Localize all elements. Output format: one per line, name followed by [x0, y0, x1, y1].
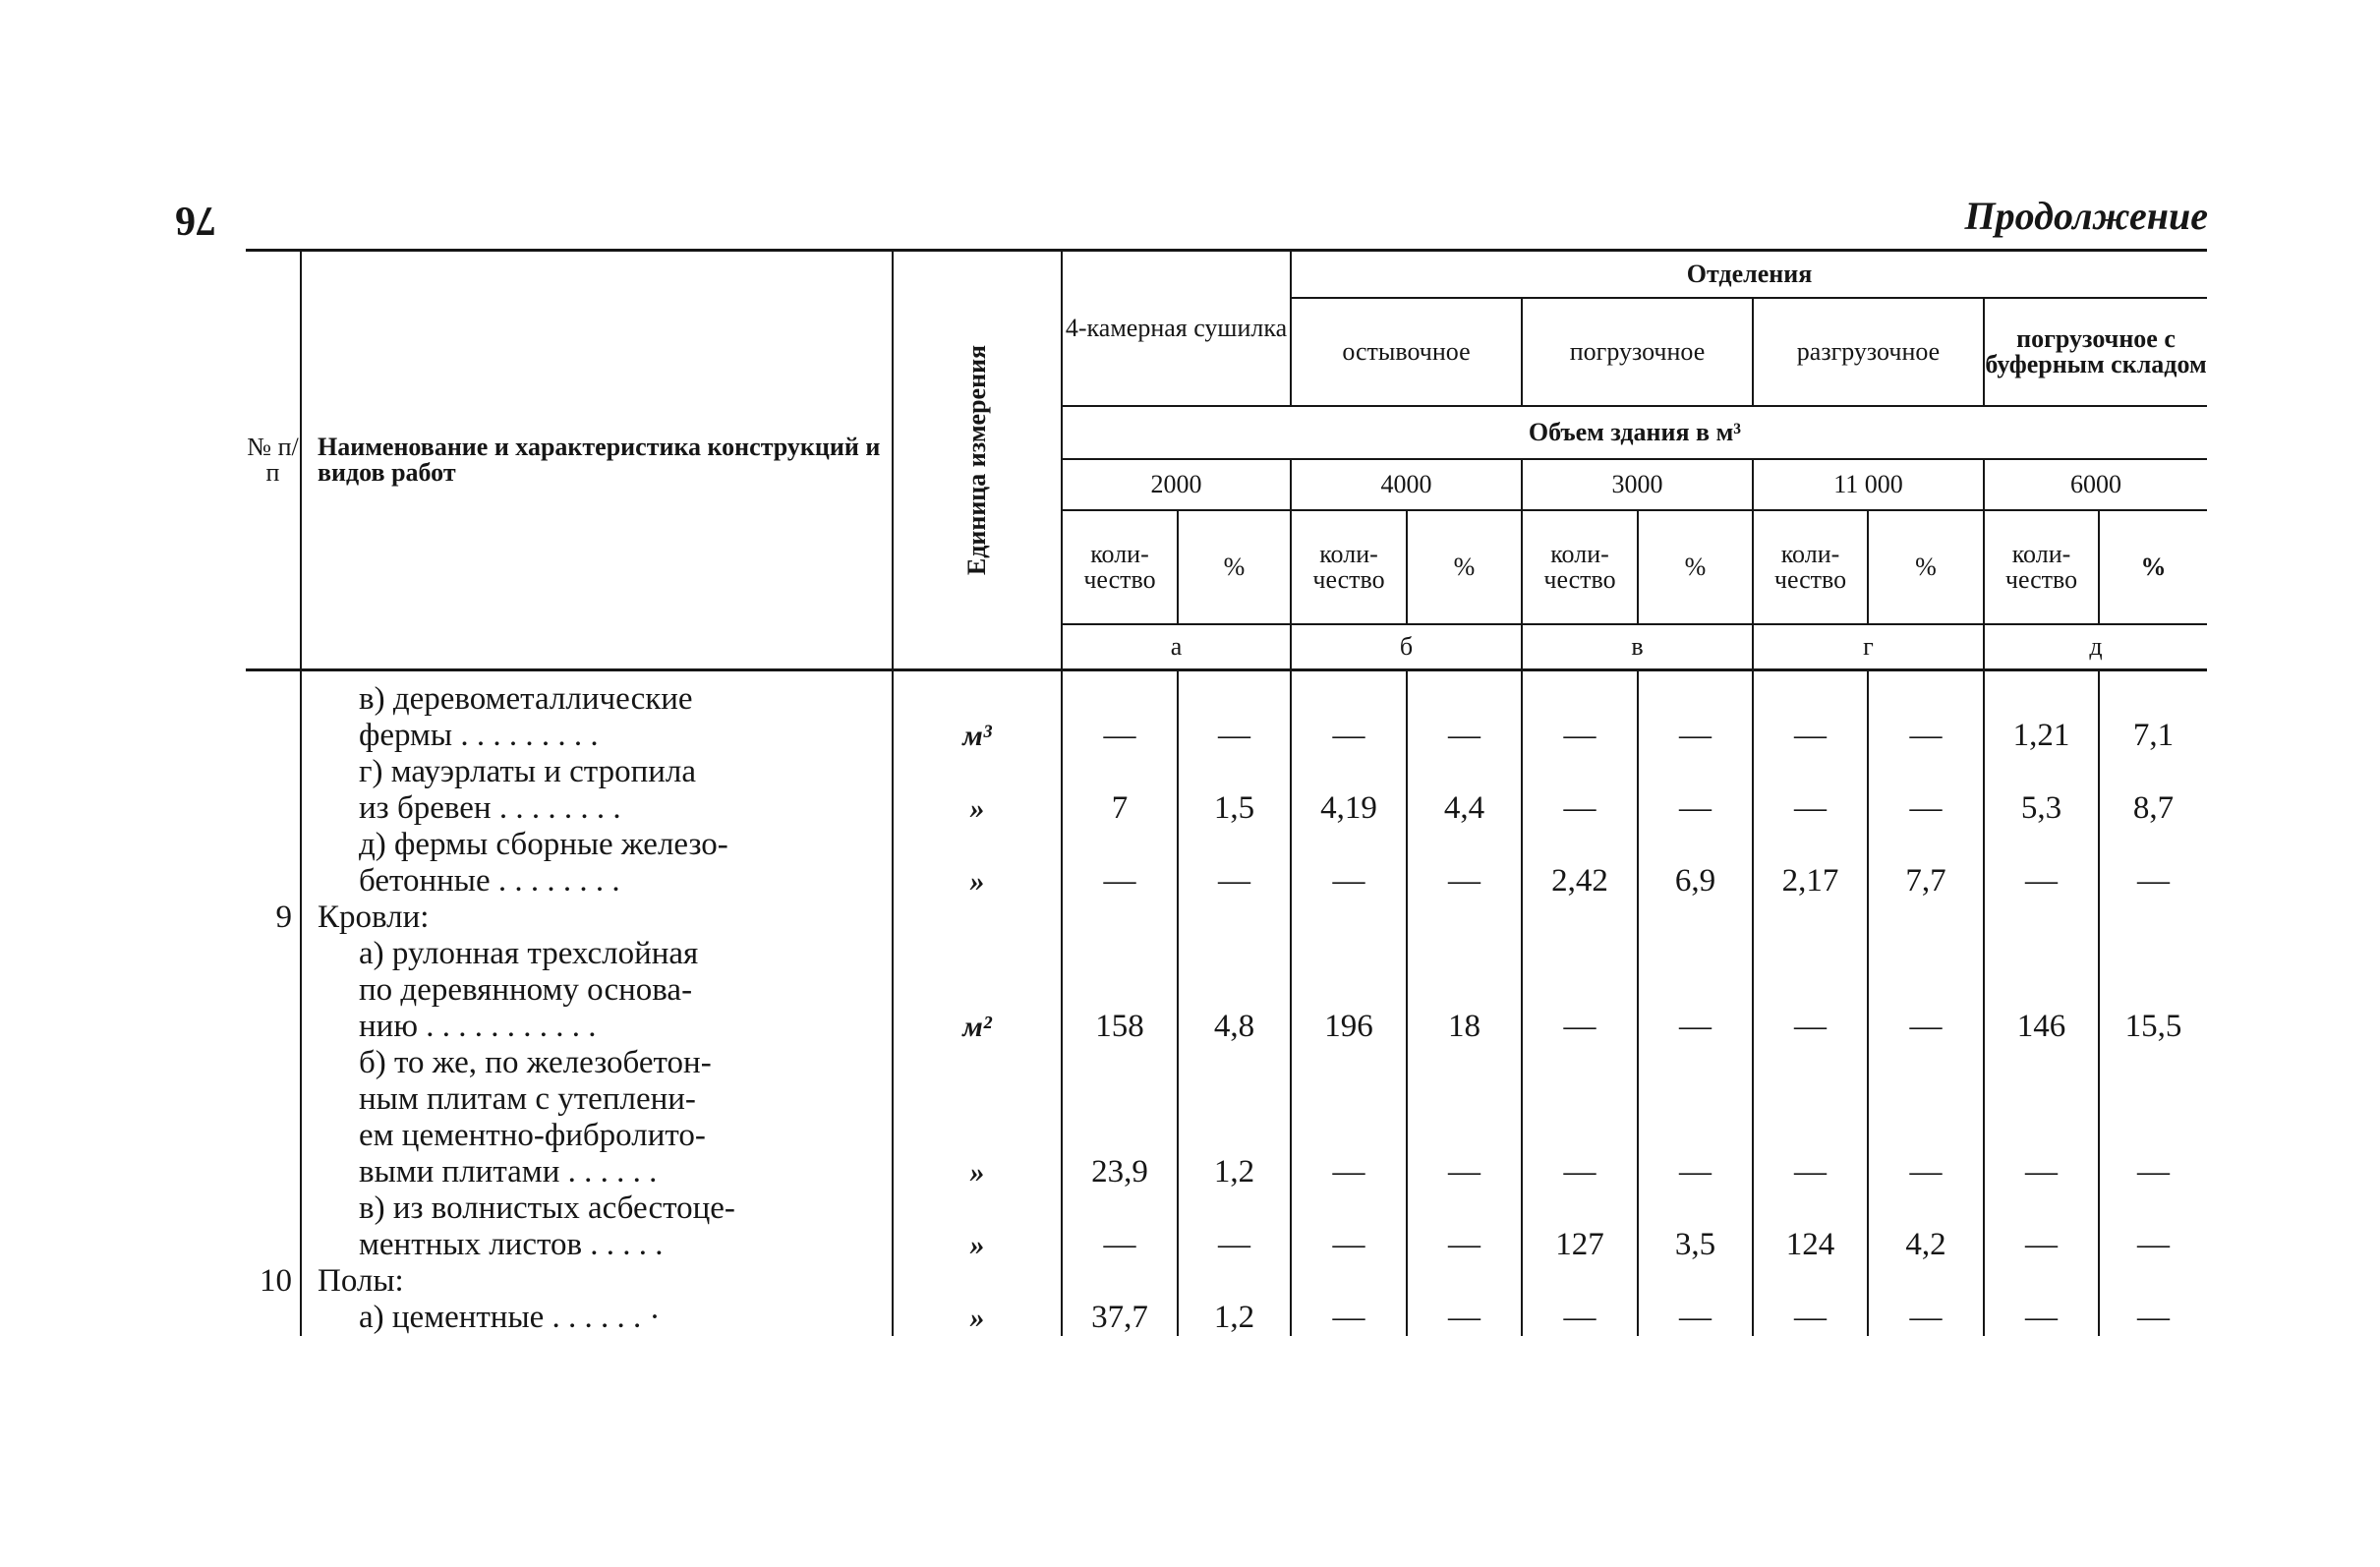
row-name-line: ментных листов . . . . .: [359, 1226, 664, 1262]
cell-percent: 15,5: [2099, 936, 2207, 1045]
row-name: [301, 1263, 893, 1300]
row-name-text: [302, 1190, 892, 1263]
cell-quantity: 4,19: [1291, 754, 1407, 827]
cell-quantity: —: [1291, 681, 1407, 754]
row-name-text: [302, 1263, 892, 1300]
header-pct: %: [1178, 510, 1291, 624]
cell-percent: 8,7: [2099, 754, 2207, 827]
cell-quantity: 2,42: [1522, 827, 1638, 900]
row-number: 10: [260, 1262, 292, 1299]
header-letter-a: а: [1062, 624, 1291, 670]
row-number: [246, 1190, 301, 1263]
row-name-line: по деревянному основа-: [359, 971, 693, 1008]
row-name-text: [302, 827, 892, 900]
cell-percent: —: [1178, 681, 1291, 754]
cell-quantity: 196: [1291, 936, 1407, 1045]
cell-percent: —: [1868, 754, 1984, 827]
header-departments: Отделения: [1291, 251, 2207, 298]
cell-quantity: [1753, 1263, 1868, 1300]
cell-quantity: —: [1522, 681, 1638, 754]
row-number: [246, 681, 301, 754]
cell-percent: —: [1407, 1045, 1522, 1190]
row-name-line: Кровли:: [318, 899, 430, 935]
cell-quantity: —: [1984, 827, 2099, 900]
cell-quantity: —: [1291, 1300, 1407, 1336]
cell-percent: —: [1868, 936, 1984, 1045]
cell-quantity: —: [1522, 936, 1638, 1045]
cell-percent: —: [1638, 1300, 1753, 1336]
row-name-line: из бревен . . . . . . . .: [359, 789, 621, 826]
cell-quantity: —: [1984, 1190, 2099, 1263]
cell-quantity: 7: [1062, 754, 1178, 827]
cell-quantity: —: [1984, 1300, 2099, 1336]
cell-quantity: [1984, 1263, 2099, 1300]
cell-quantity: 124: [1753, 1190, 1868, 1263]
header-volume-a: 2000: [1062, 459, 1291, 510]
cell-percent: 6,9: [1638, 827, 1753, 900]
cell-quantity: —: [1291, 827, 1407, 900]
header-qty: коли-чество: [1062, 510, 1178, 624]
row-name: [301, 681, 893, 754]
table-row: [246, 827, 2207, 900]
header-qty: коли-чество: [1753, 510, 1868, 624]
cell-percent: —: [1407, 1190, 1522, 1263]
cell-percent: [1407, 900, 1522, 936]
cell-quantity: —: [1753, 936, 1868, 1045]
cell-percent: 1,5: [1178, 754, 1291, 827]
header-qty: коли-чество: [1291, 510, 1407, 624]
cell-quantity: —: [1062, 827, 1178, 900]
row-unit: »: [893, 1045, 1062, 1190]
cell-quantity: 146: [1984, 936, 2099, 1045]
row-name-line: в) деревометаллические: [359, 680, 693, 717]
cell-quantity: —: [1753, 1300, 1868, 1336]
table-row: [246, 1045, 2207, 1190]
cell-percent: —: [2099, 1045, 2207, 1190]
header-qty: коли-чество: [1522, 510, 1638, 624]
cell-quantity: —: [1291, 1190, 1407, 1263]
row-name-line: Полы:: [318, 1262, 404, 1299]
header-letter-c: в: [1522, 624, 1753, 670]
cell-percent: —: [1868, 681, 1984, 754]
row-unit: [893, 900, 1062, 936]
header-pct: %: [1638, 510, 1753, 624]
cell-percent: —: [1638, 754, 1753, 827]
row-number: [246, 1045, 301, 1190]
header-letter-b: б: [1291, 624, 1522, 670]
cell-quantity: 1,21: [1984, 681, 2099, 754]
cell-quantity: —: [1062, 681, 1178, 754]
table-header: [246, 251, 2207, 670]
header-letter-e: д: [1984, 624, 2207, 670]
row-unit: »: [893, 827, 1062, 900]
cell-quantity: 5,3: [1984, 754, 2099, 827]
header-volume: Объем здания в м³: [1062, 406, 2207, 459]
header-dept-unloading: разгрузочное: [1753, 298, 1984, 406]
cell-percent: [2099, 900, 2207, 936]
row-number: [246, 1300, 301, 1336]
table-row: [246, 936, 2207, 1045]
row-name: [301, 1300, 893, 1336]
cell-percent: —: [1178, 1190, 1291, 1263]
row-name-line: бетонные . . . . . . . .: [359, 862, 620, 899]
table-row: [246, 900, 2207, 936]
row-name-line: ным плитам с утеплени-: [359, 1080, 696, 1117]
row-name-text: [302, 681, 892, 754]
row-name-line: б) то же, по железобетон-: [359, 1044, 712, 1080]
header-dryer: 4-камерная сушилка: [1062, 251, 1291, 406]
cell-quantity: —: [1753, 681, 1868, 754]
header-volume-c: 3000: [1522, 459, 1753, 510]
row-unit: м²: [893, 936, 1062, 1045]
row-name: [301, 1045, 893, 1190]
cell-percent: [1638, 1263, 1753, 1300]
row-name-line: в) из волнистых асбестоце-: [359, 1190, 735, 1226]
header-pct: %: [1407, 510, 1522, 624]
row-unit: »: [893, 1300, 1062, 1336]
cell-quantity: —: [1522, 1300, 1638, 1336]
cell-quantity: 2,17: [1753, 827, 1868, 900]
header-unit-label: Единица измерения: [962, 344, 991, 575]
cell-percent: 7,7: [1868, 827, 1984, 900]
cell-percent: 4,4: [1407, 754, 1522, 827]
row-unit: [893, 1263, 1062, 1300]
row-name-text: [302, 900, 892, 936]
row-name: [301, 1190, 893, 1263]
table-body: [246, 669, 2207, 1336]
cell-quantity: [1522, 900, 1638, 936]
header-qty: коли-чество: [1984, 510, 2099, 624]
cell-percent: [1178, 900, 1291, 936]
cell-quantity: 127: [1522, 1190, 1638, 1263]
cell-percent: —: [2099, 1190, 2207, 1263]
header-dept-buffer: погрузочное с буферным складом: [1984, 298, 2207, 406]
cell-quantity: —: [1522, 1045, 1638, 1190]
row-name-line: выми плитами . . . . . .: [359, 1153, 658, 1190]
table-row: [246, 1263, 2207, 1300]
row-name: [301, 827, 893, 900]
cell-percent: —: [1407, 1300, 1522, 1336]
page-number: 76: [175, 198, 216, 243]
cell-quantity: —: [1062, 1190, 1178, 1263]
cell-percent: 18: [1407, 936, 1522, 1045]
cell-percent: 4,8: [1178, 936, 1291, 1045]
cell-percent: [1638, 900, 1753, 936]
row-unit: »: [893, 1190, 1062, 1263]
cell-percent: [1407, 1263, 1522, 1300]
cell-percent: 1,2: [1178, 1045, 1291, 1190]
header-volume-d: 11 000: [1753, 459, 1984, 510]
header-pct: %: [2099, 510, 2207, 624]
cell-quantity: —: [1753, 1045, 1868, 1190]
cell-quantity: 158: [1062, 936, 1178, 1045]
row-name-line: д) фермы сборные железо-: [359, 826, 728, 862]
header-num: № п/п: [247, 432, 299, 487]
row-name: [301, 900, 893, 936]
cell-quantity: —: [1984, 1045, 2099, 1190]
row-unit: м³: [893, 681, 1062, 754]
row-name-line: а) рулонная трехслойная: [359, 935, 699, 971]
cell-percent: —: [2099, 1300, 2207, 1336]
table-row: [246, 1300, 2207, 1336]
cell-quantity: [1291, 900, 1407, 936]
table-row: [246, 681, 2207, 754]
cell-quantity: —: [1753, 754, 1868, 827]
cell-percent: —: [1178, 827, 1291, 900]
cell-quantity: [1984, 900, 2099, 936]
cell-percent: —: [1868, 1300, 1984, 1336]
row-number: [246, 754, 301, 827]
header-name: Наименование и характеристика конструкций и видов работ: [301, 251, 893, 670]
row-number: 9: [275, 899, 292, 935]
continued-label: Продолжение: [1964, 194, 2208, 238]
row-name: [301, 936, 893, 1045]
row-name-line: а) цементные . . . . . . ·: [359, 1299, 661, 1335]
cell-percent: —: [1407, 827, 1522, 900]
table-row: [246, 1190, 2207, 1263]
cell-quantity: [1291, 1263, 1407, 1300]
row-name-line: ем цементно-фибролито-: [359, 1117, 706, 1153]
cell-quantity: [1062, 900, 1178, 936]
row-name-line: г) мауэрлаты и стропила: [359, 753, 697, 789]
cell-percent: —: [1638, 936, 1753, 1045]
header-unit: [893, 251, 1062, 670]
cell-percent: —: [1407, 681, 1522, 754]
cell-percent: —: [1638, 1045, 1753, 1190]
cell-percent: [1178, 1263, 1291, 1300]
header-volume-e: 6000: [1984, 459, 2207, 510]
cell-quantity: 37,7: [1062, 1300, 1178, 1336]
header-dept-loading: погрузочное: [1522, 298, 1753, 406]
row-number: [246, 827, 301, 900]
row-name-text: [302, 1045, 892, 1190]
row-name: [301, 754, 893, 827]
table-row: [246, 754, 2207, 827]
cell-percent: 7,1: [2099, 681, 2207, 754]
cell-percent: 1,2: [1178, 1300, 1291, 1336]
cell-quantity: [1753, 900, 1868, 936]
cell-quantity: —: [1522, 754, 1638, 827]
cell-percent: 3,5: [1638, 1190, 1753, 1263]
header-letter-d: г: [1753, 624, 1984, 670]
cell-percent: [1868, 1263, 1984, 1300]
row-name-text: [302, 754, 892, 827]
header-dept-cooling: остывочное: [1291, 298, 1522, 406]
cell-percent: 4,2: [1868, 1190, 1984, 1263]
cell-quantity: [1062, 1263, 1178, 1300]
row-unit: »: [893, 754, 1062, 827]
cell-percent: [1868, 900, 1984, 936]
cell-quantity: 23,9: [1062, 1045, 1178, 1190]
row-name-line: фермы . . . . . . . . .: [359, 717, 599, 753]
row-name-line: нию . . . . . . . . . . .: [359, 1008, 597, 1044]
cell-quantity: —: [1291, 1045, 1407, 1190]
header-volume-b: 4000: [1291, 459, 1522, 510]
row-number: [246, 936, 301, 1045]
cell-quantity: [1522, 1263, 1638, 1300]
cell-percent: —: [2099, 827, 2207, 900]
row-name-text: [302, 936, 892, 1045]
data-table: [246, 249, 2207, 1336]
cell-percent: —: [1868, 1045, 1984, 1190]
cell-percent: —: [1638, 681, 1753, 754]
header-pct: %: [1868, 510, 1984, 624]
row-name-text: [302, 1300, 892, 1336]
cell-percent: [2099, 1263, 2207, 1300]
